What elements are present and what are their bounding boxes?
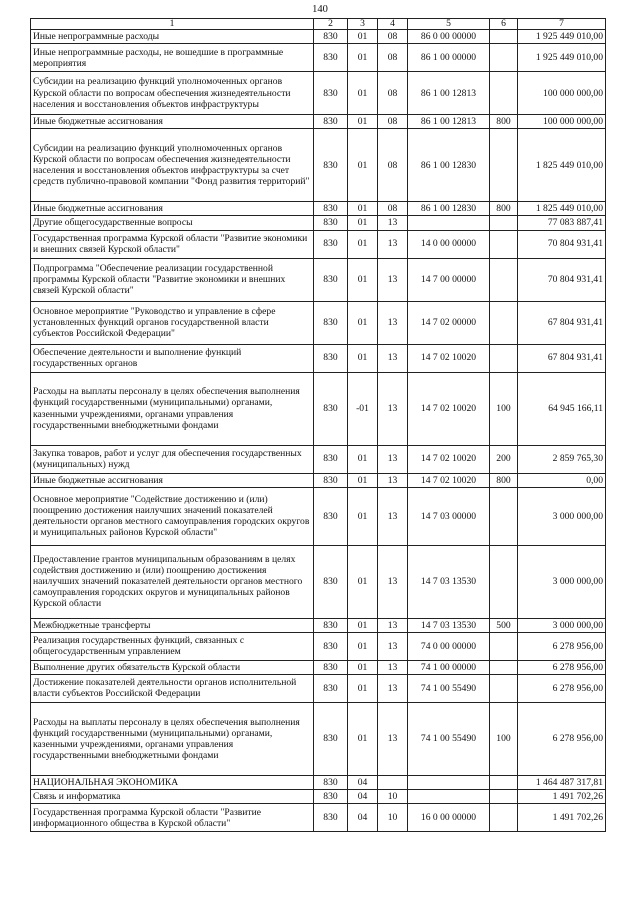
row-section: 01	[348, 72, 378, 115]
row-subsection: 13	[378, 674, 408, 702]
row-target-article: 14 7 03 13530	[408, 545, 490, 618]
row-expense-type	[490, 30, 518, 44]
row-name: Иные бюджетные ассигнования	[31, 473, 314, 487]
row-expense-type	[490, 775, 518, 789]
row-section: 01	[348, 258, 378, 301]
row-grbs: 830	[314, 30, 348, 44]
column-header: 5	[408, 19, 490, 30]
row-amount: 1 491 702,26	[518, 804, 606, 832]
row-name: Субсидии на реализацию функций уполномоченных органов Курской области по вопросам обеспечения жизнедеятельности населения и восстановления объектов инфраструктуры за счет средств публично-правовой компании "Фонд развития территорий"	[31, 129, 314, 202]
row-amount: 1 464 487 317,81	[518, 775, 606, 789]
row-section: 01	[348, 632, 378, 660]
row-subsection: 08	[378, 30, 408, 44]
row-expense-type: 800	[490, 473, 518, 487]
row-target-article: 74 1 00 00000	[408, 660, 490, 674]
table-row	[31, 775, 606, 789]
row-name: Государственная программа Курской области "Развитие экономики и внешних связей Курской области"	[31, 230, 314, 258]
table-row	[31, 216, 606, 230]
row-amount: 3 000 000,00	[518, 618, 606, 632]
row-section: 01	[348, 216, 378, 230]
row-grbs: 830	[314, 790, 348, 804]
row-section: 01	[348, 702, 378, 775]
row-subsection: 13	[378, 344, 408, 372]
row-amount: 2 859 765,30	[518, 445, 606, 473]
row-subsection: 13	[378, 660, 408, 674]
table-row	[31, 44, 606, 72]
table-row	[31, 545, 606, 618]
row-subsection: 08	[378, 72, 408, 115]
row-target-article: 14 7 02 10020	[408, 473, 490, 487]
row-name: Иные непрограммные расходы, не вошедшие в программные мероприятия	[31, 44, 314, 72]
row-grbs: 830	[314, 301, 348, 344]
row-expense-type	[490, 545, 518, 618]
table-row	[31, 344, 606, 372]
row-subsection: 13	[378, 632, 408, 660]
row-subsection: 13	[378, 445, 408, 473]
table-row	[31, 790, 606, 804]
row-section: 01	[348, 44, 378, 72]
row-expense-type	[490, 129, 518, 202]
row-grbs: 830	[314, 129, 348, 202]
row-expense-type	[490, 790, 518, 804]
row-grbs: 830	[314, 804, 348, 832]
row-amount: 6 278 956,00	[518, 702, 606, 775]
row-subsection: 13	[378, 702, 408, 775]
row-section: 01	[348, 473, 378, 487]
row-expense-type	[490, 344, 518, 372]
row-amount: 77 083 887,41	[518, 216, 606, 230]
column-header: 2	[314, 19, 348, 30]
row-amount: 3 000 000,00	[518, 487, 606, 545]
row-amount: 0,00	[518, 473, 606, 487]
row-target-article: 14 7 02 10020	[408, 372, 490, 445]
row-name: Обеспечение деятельности и выполнение функций государственных органов	[31, 344, 314, 372]
row-name: Подпрограмма "Обеспечение реализации государственной программы Курской области "Развитие экономики и внешних связей Курской области"	[31, 258, 314, 301]
row-subsection: 08	[378, 129, 408, 202]
row-section: 01	[348, 618, 378, 632]
row-grbs: 830	[314, 775, 348, 789]
row-section: 01	[348, 445, 378, 473]
row-grbs: 830	[314, 230, 348, 258]
row-name: Иные бюджетные ассигнования	[31, 202, 314, 216]
row-grbs: 830	[314, 702, 348, 775]
row-expense-type: 200	[490, 445, 518, 473]
column-number-header-row	[31, 19, 606, 30]
row-target-article: 86 0 00 00000	[408, 30, 490, 44]
table-row	[31, 473, 606, 487]
row-expense-type	[490, 44, 518, 72]
row-amount: 6 278 956,00	[518, 632, 606, 660]
column-header: 1	[31, 19, 314, 30]
row-expense-type	[490, 487, 518, 545]
table-row	[31, 804, 606, 832]
page-number: 140	[312, 4, 328, 15]
row-expense-type	[490, 660, 518, 674]
row-section: 01	[348, 674, 378, 702]
row-subsection: 08	[378, 44, 408, 72]
row-expense-type	[490, 72, 518, 115]
row-name: Субсидии на реализацию функций уполномоченных органов Курской области по вопросам обеспечения жизнедеятельности населения и восстановления объектов инфраструктуры	[31, 72, 314, 115]
table-row	[31, 702, 606, 775]
row-subsection: 13	[378, 258, 408, 301]
table-row	[31, 674, 606, 702]
row-name: Реализация государственных функций, связанных с общегосударственным управлением	[31, 632, 314, 660]
column-header: 3	[348, 19, 378, 30]
row-grbs: 830	[314, 632, 348, 660]
row-name: Связь и информатика	[31, 790, 314, 804]
row-section: 04	[348, 790, 378, 804]
table-row	[31, 301, 606, 344]
row-grbs: 830	[314, 344, 348, 372]
table-body	[31, 30, 606, 832]
row-name: Основное мероприятие "Содействие достижению и (или) поощрению достижения наилучших значений показателей деятельности органов местного самоуправления городских округов и муниципальных районов Курской области"	[31, 487, 314, 545]
row-expense-type: 100	[490, 702, 518, 775]
table-row	[31, 72, 606, 115]
row-section: 01	[348, 129, 378, 202]
table-row	[31, 660, 606, 674]
table-row	[31, 372, 606, 445]
row-amount: 67 804 931,41	[518, 301, 606, 344]
column-header: 7	[518, 19, 606, 30]
row-subsection: 13	[378, 473, 408, 487]
table-row	[31, 202, 606, 216]
row-subsection: 13	[378, 545, 408, 618]
row-name: Достижение показателей деятельности органов исполнительной власти субъектов Российской Федерации	[31, 674, 314, 702]
row-amount: 67 804 931,41	[518, 344, 606, 372]
row-target-article: 14 7 03 00000	[408, 487, 490, 545]
row-name: Расходы на выплаты персоналу в целях обеспечения выполнения функций государственными (муниципальными) органами, казенными учреждениями, органами управления государственными внебюджетными фондами	[31, 702, 314, 775]
table-row	[31, 258, 606, 301]
row-amount: 1 925 449 010,00	[518, 44, 606, 72]
row-grbs: 830	[314, 258, 348, 301]
row-section: 01	[348, 30, 378, 44]
row-expense-type	[490, 632, 518, 660]
row-target-article	[408, 790, 490, 804]
row-grbs: 830	[314, 674, 348, 702]
row-grbs: 830	[314, 545, 348, 618]
row-amount: 1 825 449 010,00	[518, 202, 606, 216]
row-subsection	[378, 775, 408, 789]
row-amount: 3 000 000,00	[518, 545, 606, 618]
row-amount: 1 825 449 010,00	[518, 129, 606, 202]
row-target-article: 14 7 03 13530	[408, 618, 490, 632]
column-header: 6	[490, 19, 518, 30]
row-amount: 100 000 000,00	[518, 72, 606, 115]
row-name: Государственная программа Курской области "Развитие информационного общества в Курской области"	[31, 804, 314, 832]
row-section: 01	[348, 344, 378, 372]
row-grbs: 830	[314, 660, 348, 674]
row-name: Иные бюджетные ассигнования	[31, 115, 314, 129]
row-subsection: 08	[378, 115, 408, 129]
row-subsection: 13	[378, 618, 408, 632]
table-row	[31, 445, 606, 473]
row-section: 01	[348, 487, 378, 545]
row-target-article: 14 7 02 10020	[408, 445, 490, 473]
table-row	[31, 115, 606, 129]
row-name: Выполнение других обязательств Курской области	[31, 660, 314, 674]
row-section: 01	[348, 202, 378, 216]
row-target-article	[408, 216, 490, 230]
row-amount: 64 945 166,11	[518, 372, 606, 445]
row-name: НАЦИОНАЛЬНАЯ ЭКОНОМИКА	[31, 775, 314, 789]
row-target-article: 86 1 00 12813	[408, 72, 490, 115]
table-row	[31, 30, 606, 44]
row-section: 01	[348, 230, 378, 258]
row-target-article: 86 1 00 12830	[408, 129, 490, 202]
row-target-article: 14 7 02 00000	[408, 301, 490, 344]
table-row	[31, 618, 606, 632]
row-grbs: 830	[314, 618, 348, 632]
budget-table	[30, 18, 606, 832]
row-amount: 70 804 931,41	[518, 258, 606, 301]
row-name: Предоставление грантов муниципальным образованиям в целях содействия достижению и (или) поощрению достижения наилучших значений показателей деятельности органов местного самоуправления городских округов и муниципальных районов Курской области	[31, 545, 314, 618]
row-subsection: 13	[378, 301, 408, 344]
row-target-article: 16 0 00 00000	[408, 804, 490, 832]
row-grbs: 830	[314, 487, 348, 545]
row-expense-type: 800	[490, 202, 518, 216]
row-name: Основное мероприятие "Руководство и управление в сфере установленных функций органов государственной власти субъектов Российской Федерации"	[31, 301, 314, 344]
row-name: Межбюджетные трансферты	[31, 618, 314, 632]
row-target-article: 14 0 00 00000	[408, 230, 490, 258]
row-expense-type	[490, 216, 518, 230]
row-expense-type	[490, 258, 518, 301]
row-expense-type	[490, 674, 518, 702]
row-section: 01	[348, 545, 378, 618]
row-expense-type	[490, 230, 518, 258]
row-name: Другие общегосударственные вопросы	[31, 216, 314, 230]
row-amount: 1 491 702,26	[518, 790, 606, 804]
row-target-article	[408, 775, 490, 789]
row-target-article: 86 1 00 00000	[408, 44, 490, 72]
row-target-article: 14 7 02 10020	[408, 344, 490, 372]
row-subsection: 13	[378, 372, 408, 445]
row-section: 01	[348, 660, 378, 674]
row-expense-type: 800	[490, 115, 518, 129]
row-target-article: 14 7 00 00000	[408, 258, 490, 301]
row-section: 04	[348, 804, 378, 832]
row-target-article: 86 1 00 12813	[408, 115, 490, 129]
row-name: Расходы на выплаты персоналу в целях обеспечения выполнения функций государственными (муниципальными) органами, казенными учреждениями, органами управления государственными внебюджетными фондами	[31, 372, 314, 445]
row-section: 01	[348, 301, 378, 344]
row-amount: 6 278 956,00	[518, 660, 606, 674]
column-header: 4	[378, 19, 408, 30]
row-amount: 6 278 956,00	[518, 674, 606, 702]
row-section: 01	[348, 115, 378, 129]
row-target-article: 74 0 00 00000	[408, 632, 490, 660]
row-subsection: 10	[378, 790, 408, 804]
row-name: Иные непрограммные расходы	[31, 30, 314, 44]
row-subsection: 10	[378, 804, 408, 832]
row-grbs: 830	[314, 216, 348, 230]
row-grbs: 830	[314, 473, 348, 487]
row-section: -01	[348, 372, 378, 445]
row-expense-type: 500	[490, 618, 518, 632]
row-section: 04	[348, 775, 378, 789]
table-row	[31, 487, 606, 545]
row-grbs: 830	[314, 445, 348, 473]
table-row	[31, 129, 606, 202]
row-grbs: 830	[314, 44, 348, 72]
row-subsection: 13	[378, 216, 408, 230]
row-amount: 70 804 931,41	[518, 230, 606, 258]
row-expense-type	[490, 301, 518, 344]
row-amount: 100 000 000,00	[518, 115, 606, 129]
row-grbs: 830	[314, 372, 348, 445]
row-target-article: 74 1 00 55490	[408, 702, 490, 775]
table-row	[31, 632, 606, 660]
row-grbs: 830	[314, 202, 348, 216]
table-row	[31, 230, 606, 258]
row-target-article: 86 1 00 12830	[408, 202, 490, 216]
row-amount: 1 925 449 010,00	[518, 30, 606, 44]
row-name: Закупка товаров, работ и услуг для обеспечения государственных (муниципальных) нужд	[31, 445, 314, 473]
row-expense-type: 100	[490, 372, 518, 445]
row-expense-type	[490, 804, 518, 832]
row-grbs: 830	[314, 72, 348, 115]
row-subsection: 13	[378, 487, 408, 545]
row-subsection: 08	[378, 202, 408, 216]
row-subsection: 13	[378, 230, 408, 258]
row-grbs: 830	[314, 115, 348, 129]
row-target-article: 74 1 00 55490	[408, 674, 490, 702]
